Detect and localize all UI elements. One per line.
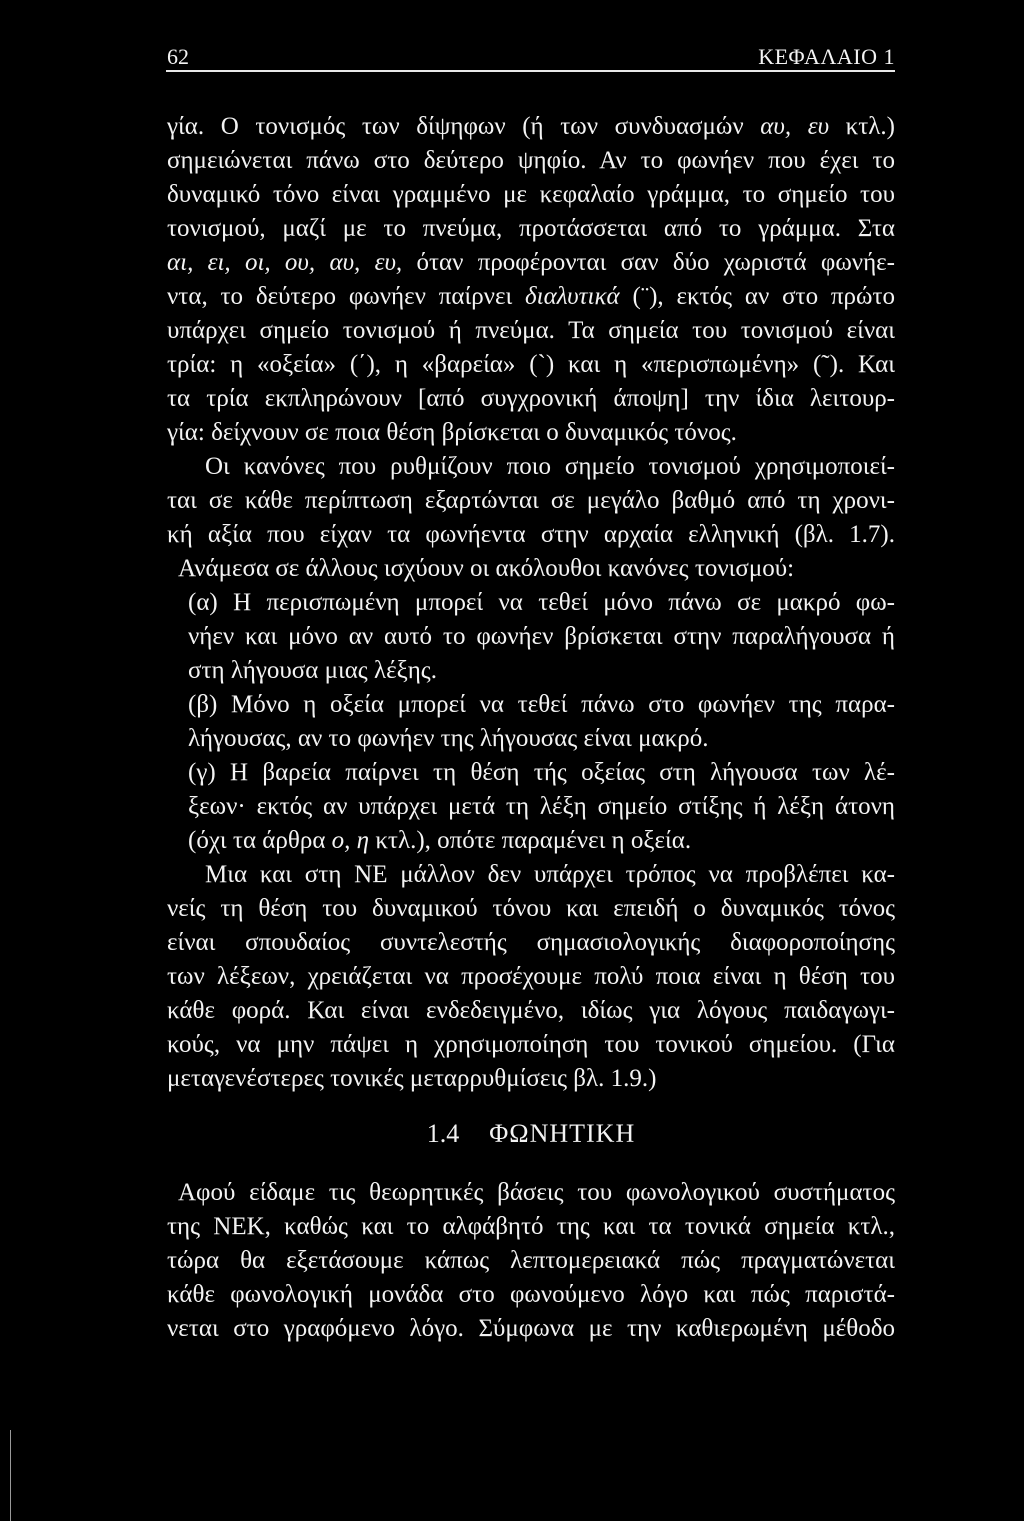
italic-term: αυ, ευ — [760, 113, 830, 140]
body-line: των λέξεων, χρειάζεται να προσέχουμε πολύ ποια είναι η θέση του — [167, 963, 895, 990]
italic-term: αι, ει, οι, ου, αυ, ευ, — [167, 249, 403, 276]
page-number: 62 — [167, 44, 189, 69]
body-line: κάθε φωνολογική μονάδα στο φωνούμενο λόγο και πώς παριστά- — [167, 1281, 895, 1308]
body-line: (γ) Η βαρεία παίρνει τη θέση τής οξείας στη λήγουσα των λέ- — [188, 759, 895, 786]
paragraph-accent-importance — [167, 858, 895, 1096]
body-line: νεται στο γραφόμενο λόγο. Σύμφωνα με την καθιερωμένη μέθοδο — [167, 1315, 895, 1342]
body-line: ξεων· εκτός αν υπάρχει μετά τη λέξη σημείο στίξης ή λέξη άτονη — [188, 793, 895, 820]
body-line — [167, 110, 895, 144]
body-line: Οι κανόνες που ρυθμίζουν ποιο σημείο τονισμού χρησιμοποιεί- — [205, 453, 895, 480]
paragraph-accent-rules — [167, 450, 895, 586]
line-segment: κτλ.), οπότε παραμένει η οξεία. — [369, 827, 692, 854]
body-line: Ανάμεσα σε άλλους ισχύουν οι ακόλουθοι κανόνες τονισμού: — [178, 555, 795, 582]
body-line: νήεν και μόνο αν αυτό το φωνήεν βρίσκεται στην παραλήγουσα ή — [188, 623, 895, 650]
body-line — [167, 824, 895, 858]
body-line: ται σε κάθε περίπτωση εξαρτώνται σε μεγάλο βαθμό από τη χρονι- — [167, 487, 895, 514]
text-block-1 — [167, 110, 895, 1096]
body-line: τώρα θα εξετάσουμε κάπως λεπτομερειακά πώς πραγματώνεται — [167, 1247, 895, 1274]
body-line: Αφού είδαμε τις θεωρητικές βάσεις του φωνολογικού συστήματος — [178, 1179, 895, 1206]
italic-term: ο, η — [331, 827, 370, 854]
body-line: υπάρχει σημείο τονισμού ή πνεύμα. Τα σημεία του τονισμού είναι — [167, 317, 895, 344]
rule-item-b — [167, 688, 895, 756]
line-segment: κτλ.) — [829, 113, 895, 140]
body-line: λήγουσας, αν το φωνήεν της λήγουσας είναι μακρό. — [188, 725, 709, 752]
body-line: (α) Η περισπωμένη μπορεί να τεθεί μόνο πάνω σε μακρό φω- — [188, 589, 895, 616]
body-line — [167, 280, 895, 314]
body-line: γία: δείχνουν σε ποια θέση βρίσκεται ο δυναμικός τόνος. — [167, 419, 737, 446]
line-segment: (όχι τα άρθρα — [188, 827, 332, 854]
body-line: κή αξία που είχαν τα φωνήεντα στην αρχαία ελληνική (βλ. 1.7). — [167, 521, 895, 548]
body-line: της ΝΕΚ, καθώς και το αλφάβητό της και τα τονικά σημεία κτλ., — [167, 1213, 895, 1240]
body-line: μεταγενέστερες τονικές μεταρρυθμίσεις βλ. 1.9.) — [167, 1065, 657, 1092]
line-segment: (¨), εκτός αν στο πρώτο — [619, 283, 896, 310]
text-block-2 — [167, 1176, 895, 1346]
page-header — [166, 44, 895, 72]
section-heading — [167, 1117, 895, 1151]
body-line: στη λήγουσα μιας λέξης. — [188, 657, 437, 684]
body-line: (β) Μόνο η οξεία μπορεί να τεθεί πάνω στο φωνήεν της παρα- — [188, 691, 895, 718]
body-line: τρία: η «οξεία» (΄), η «βαρεία» (`) και η «περισπωμένη» (῀). Και — [167, 351, 895, 378]
line-segment: ντα, το δεύτερο φωνήεν παίρνει — [167, 283, 526, 310]
line-segment: όταν προφέρονται σαν δύο χωριστά φωνήε- — [402, 249, 895, 276]
scan-edge-line — [10, 1430, 11, 1521]
body-line: κάθε φορά. Και είναι ενδεδειγμένο, ιδίως για λόγους παιδαγωγι- — [167, 997, 895, 1024]
body-line: δυναμικό τόνο είναι γραμμένο με κεφαλαίο γράμμα, το σημείο του — [167, 181, 895, 208]
rule-item-a — [167, 586, 895, 688]
body-line: Μια και στη ΝΕ μάλλον δεν υπάρχει τρόπος να προβλέπει κα- — [205, 861, 895, 888]
italic-term: διαλυτικά — [525, 283, 620, 310]
section-number: 1.4 — [426, 1119, 460, 1148]
body-line: είναι σπουδαίος συντελεστής σημασιολογικής διαφοροποίησης — [167, 929, 895, 956]
chapter-title: ΚΕΦΑΛΑΙΟ 1 — [758, 44, 895, 69]
body-line: νείς τη θέση του δυναμικού τόνου και επειδή ο δυναμικός τόνος — [167, 895, 895, 922]
body-line: σημειώνεται πάνω στο δεύτερο ψηφίο. Αν το φωνήεν που έχει το — [167, 147, 895, 174]
rule-item-c — [167, 756, 895, 858]
paragraph-accent-marks — [167, 110, 895, 450]
paragraph-phonetics-intro — [167, 1176, 895, 1346]
body-line: τα τρία εκπληρώνουν [από συγχρονική άποψη] την ίδια λειτουρ- — [167, 385, 895, 412]
body-line: κούς, να μην πάψει η χρησιμοποίηση του τονικού σημείου. (Για — [167, 1031, 895, 1058]
section-title: ΦΩΝΗΤΙΚΗ — [489, 1119, 636, 1148]
body-line: τονισμού, μαζί με το πνεύμα, προτάσσεται από το γράμμα. Στα — [167, 215, 895, 242]
line-segment: γία. Ο τονισμός των δίψηφων (ή των συνδυασμών — [167, 113, 761, 140]
body-line — [167, 246, 895, 280]
